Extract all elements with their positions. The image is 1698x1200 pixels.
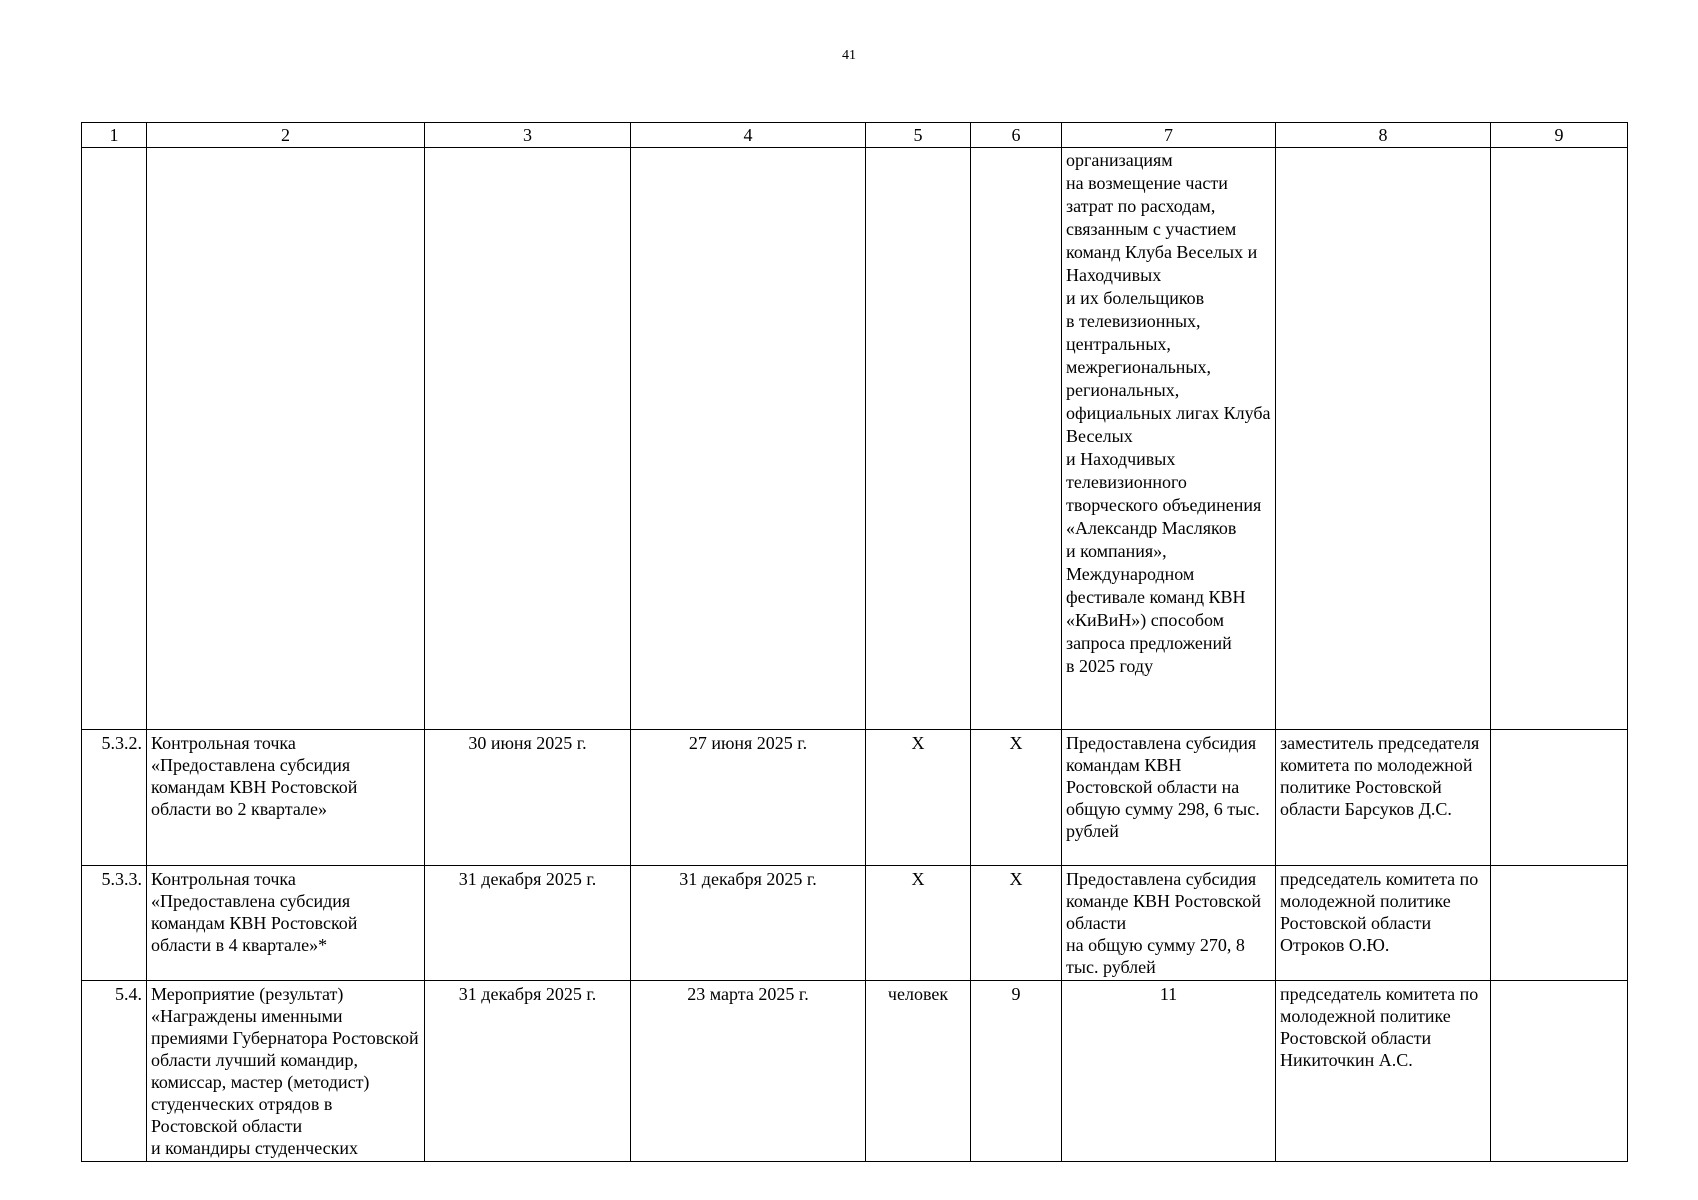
cell-actual-date: 31 декабря 2025 г. xyxy=(631,866,866,981)
cell-result: Предоставлена субсидия командам КВН Ростовской области на общую сумму 298, 6 тыс. рублей xyxy=(1062,730,1276,866)
header-cell-4: 4 xyxy=(631,123,866,148)
table-row xyxy=(82,730,1628,866)
cell-actual-date xyxy=(631,148,866,730)
cell-deadline: 30 июня 2025 г. xyxy=(425,730,631,866)
cell-plan-value: 9 xyxy=(971,981,1062,1162)
cell-responsible: заместитель председателя комитета по молодежной политике Ростовской области Барсуков Д.С. xyxy=(1276,730,1491,866)
cell-unit: Х xyxy=(866,730,971,866)
cell-deadline: 31 декабря 2025 г. xyxy=(425,981,631,1162)
cell-deadline xyxy=(425,148,631,730)
cell-note xyxy=(1491,730,1628,866)
cell-unit: человек xyxy=(866,981,971,1162)
cell-plan-value: Х xyxy=(971,730,1062,866)
cell-note xyxy=(1491,981,1628,1162)
table-row xyxy=(82,981,1628,1162)
cell-plan-value xyxy=(971,148,1062,730)
cell-number: 5.3.3. xyxy=(82,866,147,981)
header-cell-3: 3 xyxy=(425,123,631,148)
cell-name: Контрольная точка «Предоставлена субсидия командам КВН Ростовской области во 2 квартале» xyxy=(147,730,425,866)
header-cell-2: 2 xyxy=(147,123,425,148)
cell-result: 11 xyxy=(1062,981,1276,1162)
cell-actual-date: 27 июня 2025 г. xyxy=(631,730,866,866)
header-cell-5: 5 xyxy=(866,123,971,148)
cell-plan-value: Х xyxy=(971,866,1062,981)
cell-result: организациям на возмещение части затрат по расходам, связанным с участием команд Клуба Веселых и Находчивых и их болельщиков в телевизионных, центральных, межрегиональных, региональных, официальных лигах Клуба Веселых и Находчивых телевизионного творческого объединения «Александр Масляков и компания», Международном фестивале команд КВН «КиВиН») способом запроса предложений в 2025 году xyxy=(1062,148,1276,730)
cell-responsible: председатель комитета по молодежной политике Ростовской области Никиточкин А.С. xyxy=(1276,981,1491,1162)
cell-actual-date: 23 марта 2025 г. xyxy=(631,981,866,1162)
header-cell-8: 8 xyxy=(1276,123,1491,148)
cell-deadline: 31 декабря 2025 г. xyxy=(425,866,631,981)
page-number: 41 xyxy=(842,48,856,63)
header-row xyxy=(82,123,1628,148)
cell-name: Контрольная точка «Предоставлена субсидия командам КВН Ростовской области в 4 квартале»* xyxy=(147,866,425,981)
header-cell-9: 9 xyxy=(1491,123,1628,148)
cell-number: 5.3.2. xyxy=(82,730,147,866)
cell-result: Предоставлена субсидия команде КВН Ростовской области на общую сумму 270, 8 тыс. рублей xyxy=(1062,866,1276,981)
cell-responsible xyxy=(1276,148,1491,730)
header-cell-6: 6 xyxy=(971,123,1062,148)
table-row-continuation xyxy=(82,148,1628,730)
cell-number xyxy=(82,148,147,730)
cell-note xyxy=(1491,866,1628,981)
cell-unit xyxy=(866,148,971,730)
cell-unit: Х xyxy=(866,866,971,981)
plan-table xyxy=(81,122,1628,1162)
cell-name xyxy=(147,148,425,730)
table-row xyxy=(82,866,1628,981)
cell-responsible: председатель комитета по молодежной политике Ростовской области Отроков О.Ю. xyxy=(1276,866,1491,981)
cell-number: 5.4. xyxy=(82,981,147,1162)
header-cell-1: 1 xyxy=(82,123,147,148)
cell-note xyxy=(1491,148,1628,730)
cell-name: Мероприятие (результат) «Награждены именными премиями Губернатора Ростовской области лучший командир, комиссар, мастер (методист) студенческих отрядов в Ростовской области и командиры студенческих xyxy=(147,981,425,1162)
header-cell-7: 7 xyxy=(1062,123,1276,148)
